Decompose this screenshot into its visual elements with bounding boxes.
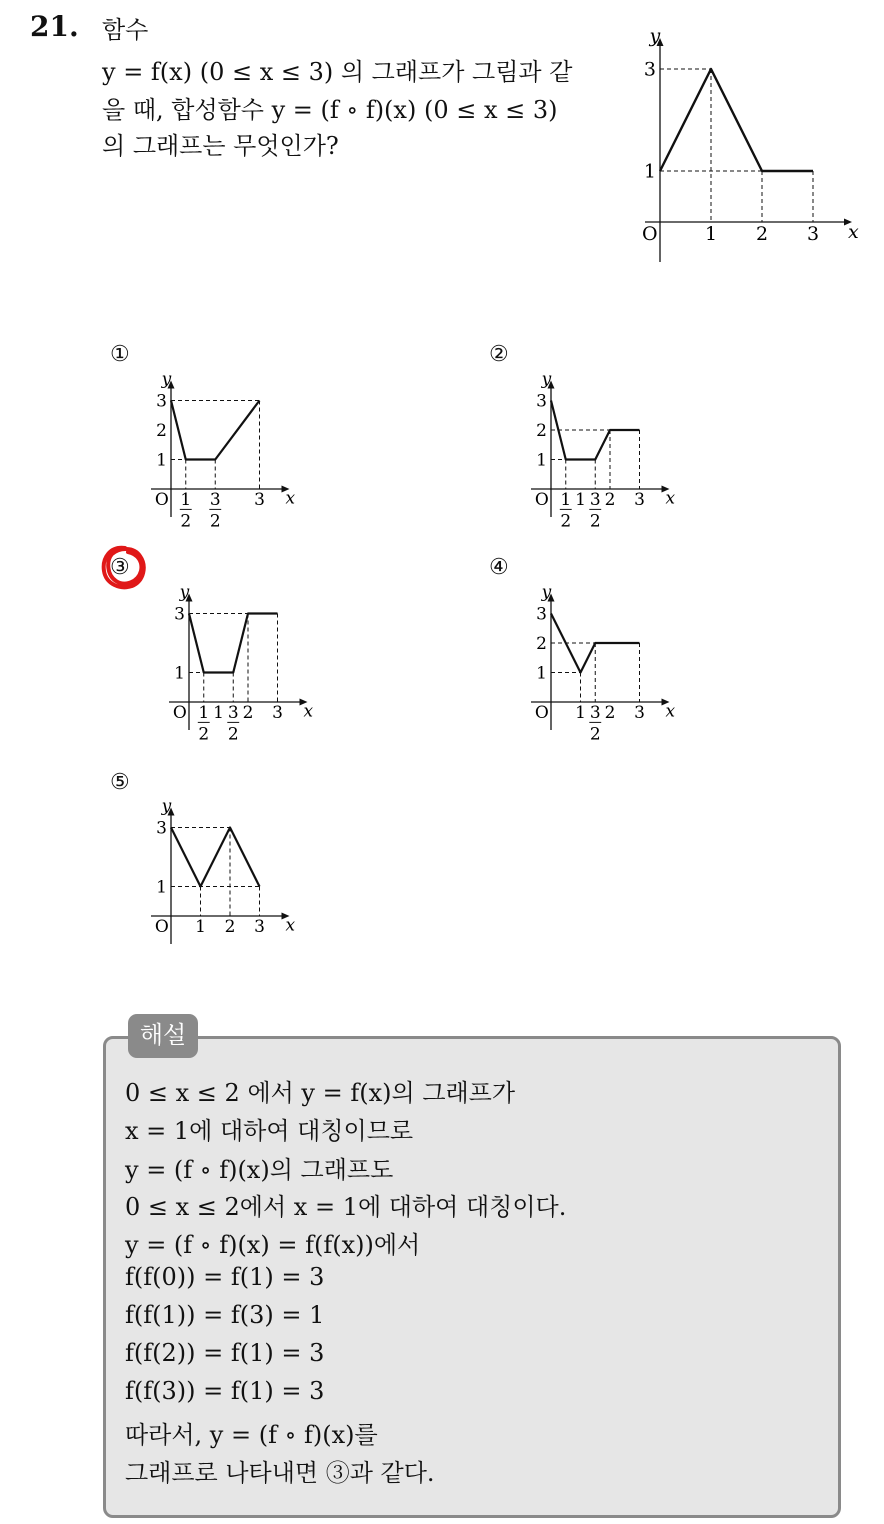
x-tick-label: 1 (195, 917, 206, 938)
function-graph (615, 20, 870, 270)
choice-marker-5[interactable]: ⑤ (110, 770, 130, 795)
origin-label: O (172, 703, 187, 724)
choice-marker-4[interactable]: ④ (489, 555, 509, 580)
solution-line: y = (f ∘ f)(x)의 그래프도 (125, 1156, 394, 1184)
x-tick-label: 1 (575, 490, 586, 511)
origin-label: O (534, 490, 549, 511)
y-axis-label: y (541, 369, 552, 390)
x-tick-denominator: 2 (209, 511, 221, 532)
graph-line (551, 614, 640, 673)
origin-label: O (154, 490, 169, 511)
x-tick-numerator: 3 (227, 703, 239, 724)
origin-label: O (154, 917, 169, 938)
x-axis-label: x (285, 488, 296, 509)
x-tick-label: 1 (575, 703, 586, 724)
y-axis-label: y (179, 582, 190, 603)
x-tick-denominator: 2 (589, 724, 601, 745)
solution-line: f(f(3)) = f(1) = 3 (125, 1377, 325, 1405)
x-axis-label: x (665, 701, 676, 722)
x-tick-label: 2 (224, 917, 236, 938)
solution-line: 그래프로 나타내면 ③과 같다. (125, 1459, 435, 1487)
y-tick-label: 1 (643, 160, 656, 183)
solution-line: 0 ≤ x ≤ 2 에서 y = f(x)의 그래프가 (125, 1079, 516, 1107)
choice-marker-2[interactable]: ② (489, 342, 509, 367)
x-tick-numerator: 3 (589, 490, 601, 511)
y-tick-label: 1 (536, 450, 547, 471)
x-tick-denominator: 2 (198, 724, 210, 745)
x-axis-label: x (303, 701, 314, 722)
y-tick-label: 1 (156, 877, 167, 898)
y-axis-label: y (161, 796, 172, 817)
y-tick-label: 3 (174, 604, 185, 625)
solution-line: f(f(0)) = f(1) = 3 (125, 1263, 325, 1291)
question-text-line: 함수 (102, 16, 149, 44)
y-axis-label: y (541, 582, 552, 603)
x-tick-label: 3 (634, 703, 645, 724)
solution-tab: 해설 (128, 1014, 198, 1058)
y-tick-label: 3 (156, 818, 167, 839)
x-tick-label: 2 (604, 490, 616, 511)
solution-line: x = 1에 대하여 대칭이므로 (125, 1117, 414, 1145)
x-tick-denominator: 2 (180, 511, 192, 532)
origin-label: O (534, 703, 549, 724)
y-tick-label: 2 (536, 633, 547, 654)
x-tick-numerator: 1 (180, 490, 192, 511)
solution-line: f(f(1)) = f(3) = 1 (125, 1301, 325, 1329)
question-text-line: y = f(x) (0 ≤ x ≤ 3) 의 그래프가 그림과 같 (102, 58, 573, 86)
x-tick-numerator: 1 (560, 490, 572, 511)
x-tick-numerator: 3 (209, 490, 221, 511)
x-axis-label: x (665, 488, 676, 509)
choice-graph-2[interactable] (520, 365, 690, 540)
x-tick-denominator: 2 (589, 511, 601, 532)
choice-graph-1[interactable] (140, 365, 310, 540)
y-tick-label: 1 (174, 663, 185, 684)
solution-line: 따라서, y = (f ∘ f)(x)를 (125, 1421, 378, 1449)
choice-marker-1[interactable]: ① (110, 342, 130, 367)
x-tick-label: 2 (604, 703, 616, 724)
x-tick-denominator: 2 (227, 724, 239, 745)
y-tick-label: 3 (536, 604, 547, 625)
y-tick-label: 2 (536, 420, 547, 441)
x-axis-label: x (285, 915, 296, 936)
choice-graph-4[interactable] (520, 578, 690, 753)
x-tick-label: 2 (755, 223, 769, 246)
x-tick-numerator: 1 (198, 703, 210, 724)
graph-line (189, 614, 278, 673)
question-text-line: 을 때, 합성함수 y = (f ∘ f)(x) (0 ≤ x ≤ 3) (102, 96, 558, 124)
question-text-line: 의 그래프는 무엇인가? (102, 132, 339, 160)
y-tick-label: 3 (156, 391, 167, 412)
graph-line (171, 401, 260, 460)
x-tick-denominator: 2 (560, 511, 572, 532)
y-axis-label: y (161, 369, 172, 390)
choice-graph-5[interactable] (140, 792, 310, 952)
x-tick-label: 2 (242, 703, 254, 724)
solution-line: f(f(2)) = f(1) = 3 (125, 1339, 325, 1367)
x-tick-label: 3 (254, 490, 265, 511)
graph-line (171, 828, 260, 887)
x-tick-label: 1 (704, 223, 718, 246)
x-tick-label: 3 (634, 490, 645, 511)
x-tick-label: 1 (213, 703, 224, 724)
y-tick-label: 1 (536, 663, 547, 684)
choice-graph-3[interactable] (158, 578, 328, 753)
y-axis-label: y (649, 25, 661, 47)
x-tick-label: 3 (254, 917, 265, 938)
x-tick-label: 3 (806, 223, 820, 246)
y-tick-label: 1 (156, 450, 167, 471)
solution-line: y = (f ∘ f)(x) = f(f(x))에서 (125, 1231, 421, 1259)
x-tick-numerator: 3 (589, 703, 601, 724)
solution-line: 0 ≤ x ≤ 2에서 x = 1에 대하여 대칭이다. (125, 1193, 567, 1221)
question-number: 21. (30, 10, 79, 43)
choice-marker-3[interactable]: ③ (110, 555, 130, 580)
x-axis-label: x (848, 221, 859, 244)
origin-label: O (641, 223, 658, 246)
graph-line (660, 69, 813, 171)
y-tick-label: 2 (156, 420, 167, 441)
y-tick-label: 3 (643, 58, 656, 81)
x-tick-label: 3 (272, 703, 283, 724)
y-tick-label: 3 (536, 391, 547, 412)
